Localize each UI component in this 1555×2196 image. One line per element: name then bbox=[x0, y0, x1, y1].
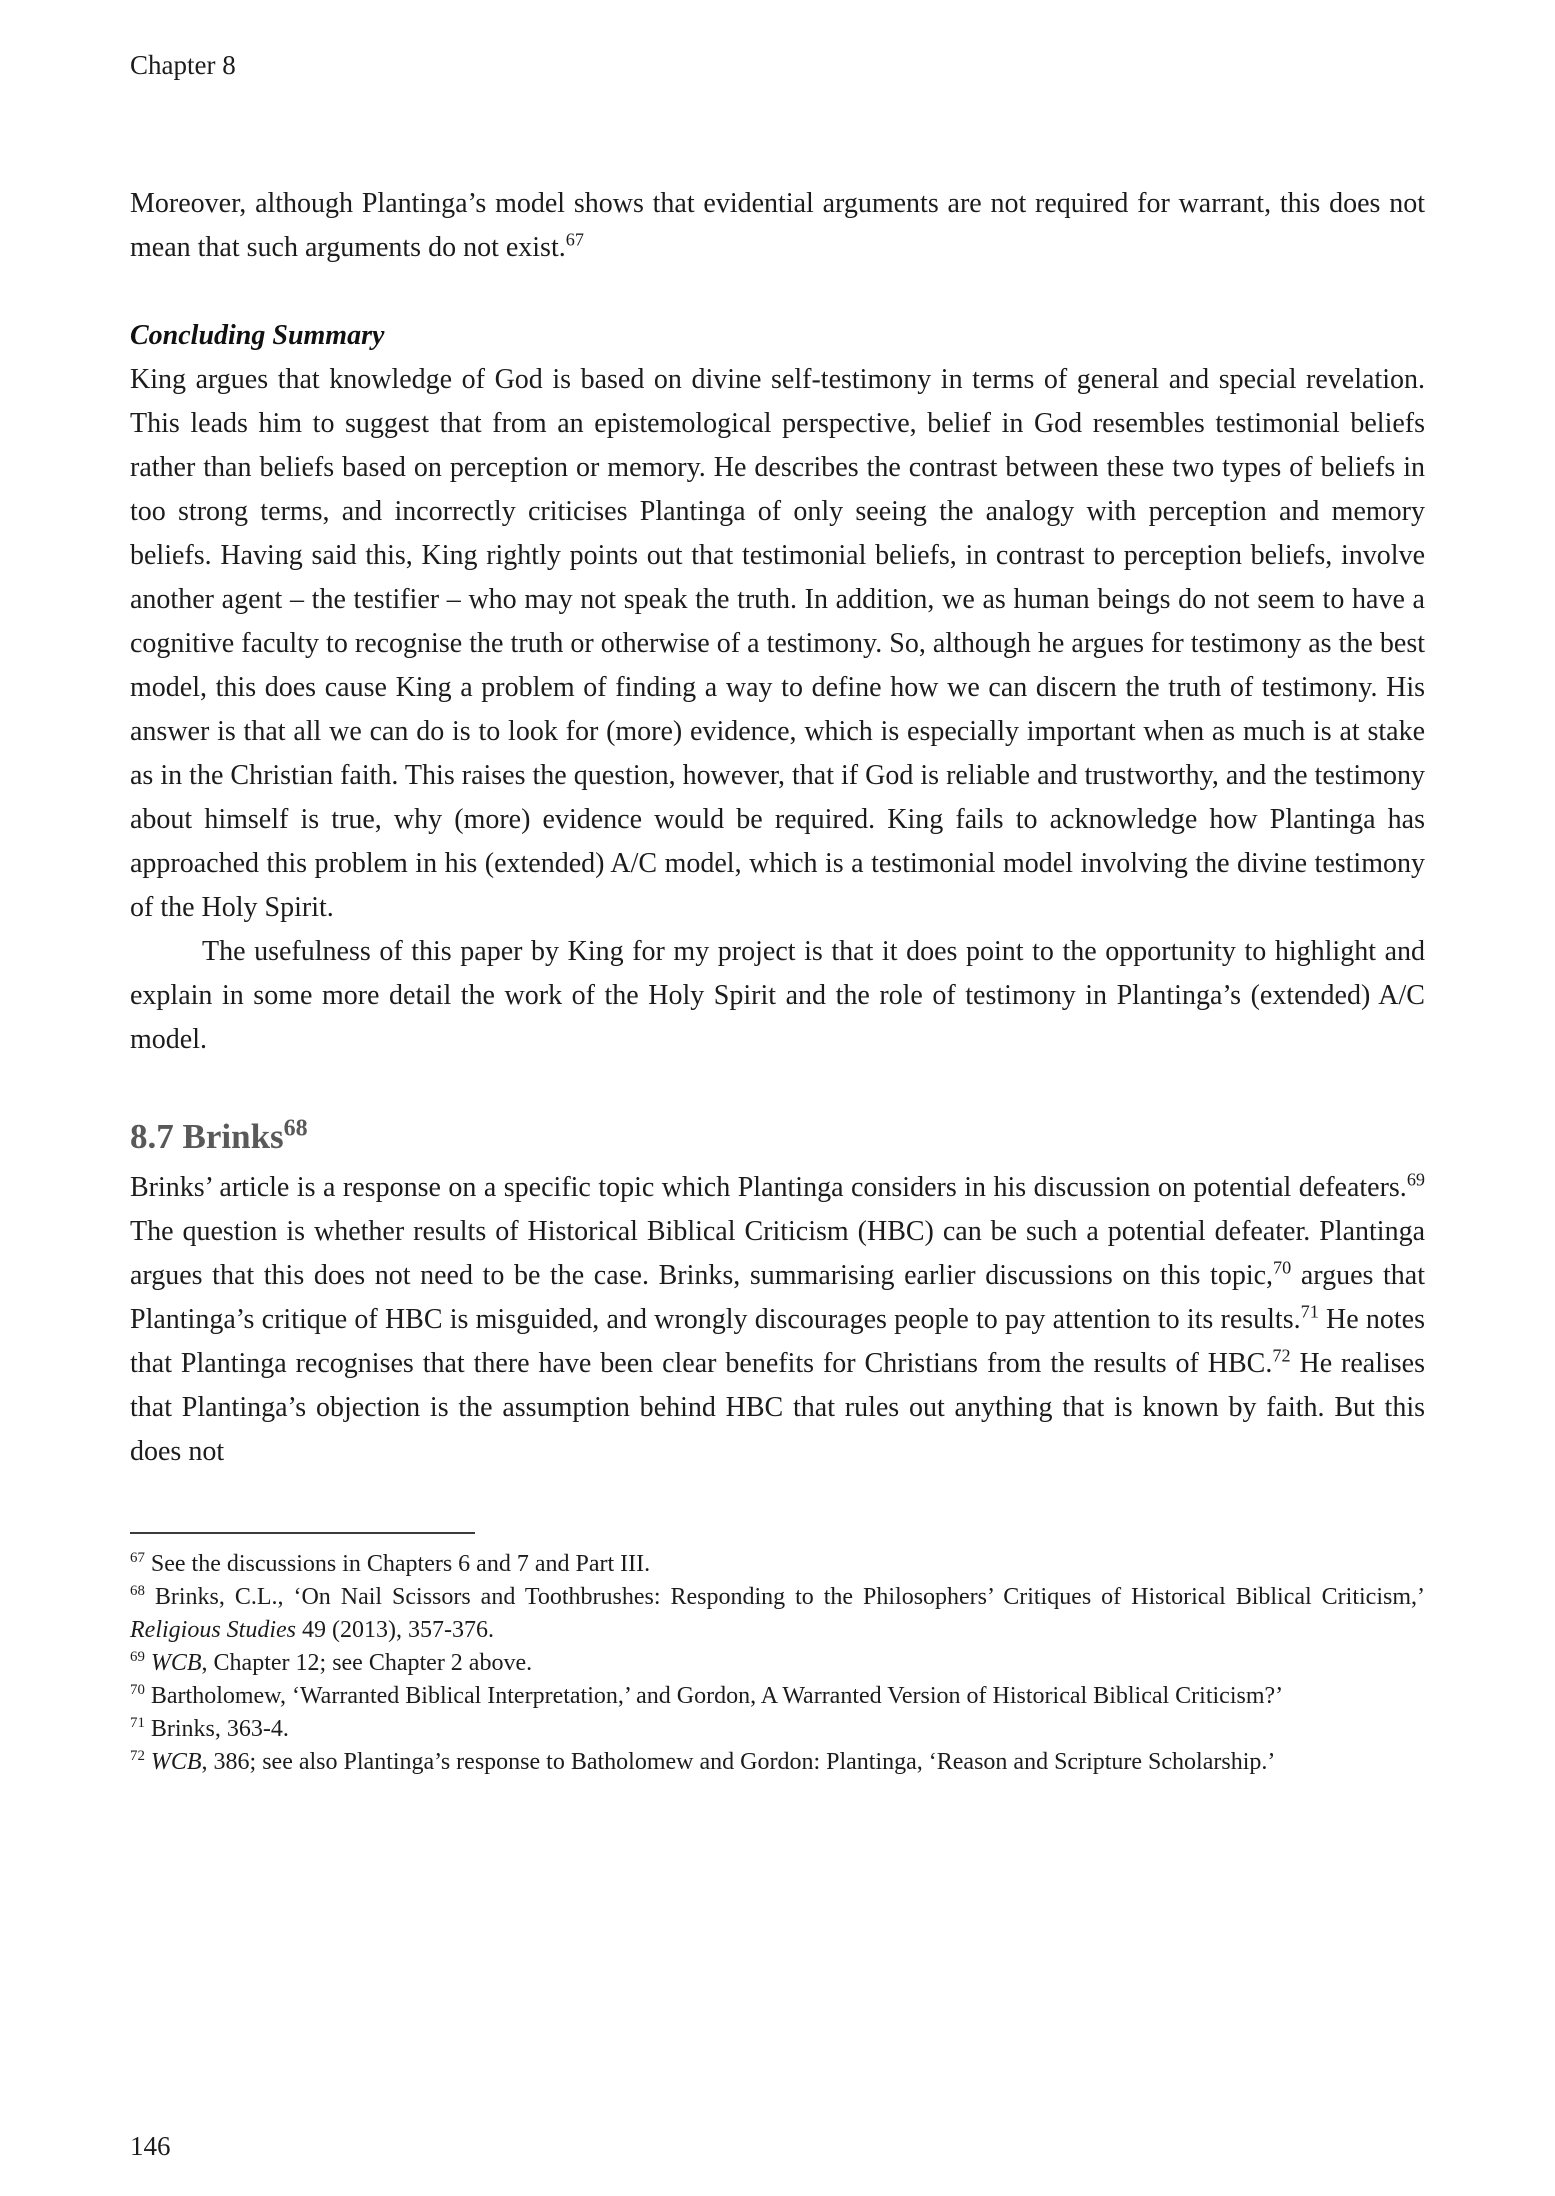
running-header bbox=[130, 48, 1425, 82]
footnote-67: $^{67}$ See the discussions in Chapters 6 and 7 and Part III. bbox=[130, 1550, 651, 1577]
footnote-68: $^{68}$ Brinks, C.L., ‘On Nail Scissors and Toothbrushes: Responding to the Philosophers’ Critiques of Historical Biblical Criticism,’ Religious Studies 49 (2013), 357-376. bbox=[130, 1583, 1425, 1643]
footnote-separator bbox=[130, 1532, 475, 1534]
footnote-70: $^{70}$ Bartholomew, ‘Warranted Biblical Interpretation,’ and Gordon, A Warranted Version of Historical Biblical Criticism?’ bbox=[130, 1682, 1284, 1709]
paragraph-intro: Moreover, although Plantinga’s model shows that evidential arguments are not required for warrant, this does not mean that such arguments do not exist.$^{67}$ bbox=[130, 188, 1425, 263]
concluding-summary-heading: Concluding Summary bbox=[130, 320, 385, 351]
body-text bbox=[130, 182, 1425, 1474]
footnote-71: $^{71}$ Brinks, 363-4. bbox=[130, 1715, 289, 1742]
footnotes-area bbox=[130, 1532, 1425, 1779]
paragraph-brinks: Brinks’ article is a response on a specific topic which Plantinga considers in his discussion on potential defeaters.$^{69}$ The question is whether results of Historical Biblical Criticism (HBC) can be such a potential defeater. Plantinga argues that this does not need to be the case. Brinks, summarising earlier discussions on this topic,$^{70}$ argues that Plantinga’s critique of HBC is misguided, and wrongly discourages people to pay attention to its results.$^{71}$ He notes that Plantinga recognises that there have been clear benefits for Christians from the results of HBC.$^{72}$ He realises that Plantinga’s objection is the assumption behind HBC that rules out anything that is known by faith. But this does not bbox=[130, 1169, 1426, 1467]
paragraph-king-summary: King argues that knowledge of God is based on divine self-testimony in terms of general and special revelation. This leads him to suggest that from an epistemological perspective, belief in God resembles testimonial beliefs rather than beliefs based on perception or memory. He describes the contrast between these two types of beliefs in too strong terms, and incorrectly criticises Plantinga of only seeing the analogy with perception and memory beliefs. Having said this, King rightly points out that testimonial beliefs, in contrast to perception beliefs, involve another agent – the testifier – who may not speak the truth. In addition, we as human beings do not seem to have a cognitive faculty to recognise the truth or otherwise of a testimony. So, although he argues for testimony as the best model, this does cause King a problem of finding a way to define how we can discern the truth of testimony. His answer is that all we can do is to look for (more) evidence, which is especially important when as much is at stake as in the Christian faith. This raises the question, however, that if God is reliable and trustworthy, and the testimony about himself is true, why (more) evidence would be required. King fails to acknowledge how Plantinga has approached this problem in his (extended) A/C model, which is a testimonial model involving the divine testimony of the Holy Spirit. bbox=[130, 364, 1425, 923]
footnote-72: $^{72}$ WCB, 386; see also Plantinga’s response to Batholomew and Gordon: Plantinga, ‘Reason and Scripture Scholarship.’ bbox=[130, 1748, 1276, 1775]
footnote-69: $^{69}$ WCB, Chapter 12; see Chapter 2 above. bbox=[130, 1649, 533, 1676]
chapter-header-label: Chapter 8 bbox=[130, 50, 236, 80]
paragraph-usefulness: The usefulness of this paper by King for my project is that it does point to the opportunity to highlight and explain in some more detail the work of the Holy Spirit and the role of testimony in Plantinga’s (extended) A/C model. bbox=[130, 936, 1425, 1055]
page-number: 146 bbox=[130, 2131, 171, 2161]
section-heading-brinks: 8.7 Brinks$^{68}$ bbox=[130, 1115, 308, 1156]
